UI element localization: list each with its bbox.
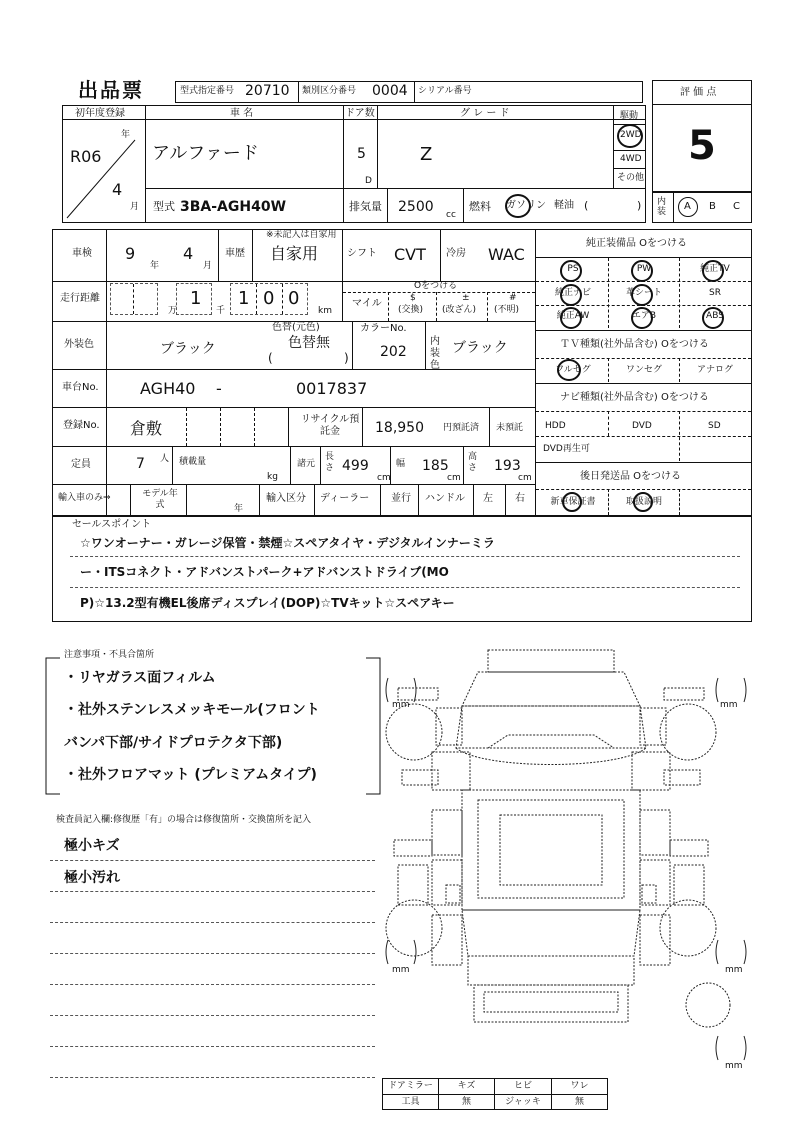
height-unit: cm	[518, 473, 532, 483]
repaint-paren-open: (	[268, 351, 273, 365]
legend-header-mirror: ドアミラー	[388, 1081, 433, 1091]
mileage-digit-6: 0	[288, 288, 300, 309]
circle-ps	[560, 260, 582, 282]
model-label: 型式	[153, 200, 175, 213]
interior-grade-circle	[678, 197, 698, 217]
recycle-status: 円預託済	[443, 423, 480, 433]
handle-left: 左	[483, 493, 493, 504]
first-reg-era: R06	[70, 147, 102, 166]
equip-tv: 純正TV	[700, 264, 730, 274]
model-value: 3BA-AGH40W	[180, 199, 287, 215]
grade-label: グ レ ー ド	[460, 108, 510, 119]
fuel-paren-open: (	[584, 199, 589, 212]
interior-grade-label: 内装	[657, 197, 667, 217]
ac-value: WAC	[488, 245, 525, 264]
drive-4wd: 4WD	[620, 154, 642, 164]
legend-jack: ジャッキ	[505, 1097, 541, 1107]
navi-hdd: HDD	[545, 421, 566, 431]
mm-label-rr: mm	[725, 965, 743, 975]
color-no-value: 202	[380, 344, 407, 360]
notes-label: 注意事項・不具合箇所	[64, 650, 155, 660]
doors-label: ドア数	[345, 108, 375, 119]
equip-aw: 純正AW	[556, 311, 590, 321]
tv-fullseg: フルセグ	[555, 365, 591, 375]
meter-mile: マイル	[352, 298, 382, 309]
navi-dvd: DVD	[632, 421, 652, 431]
handle-right: 右	[515, 493, 525, 504]
navi-sd: SD	[708, 421, 721, 431]
evaluation-score: 5	[688, 123, 716, 169]
recycle-value: 18,950	[375, 420, 424, 436]
circle-tv	[702, 260, 724, 282]
plate-value: 倉敷	[130, 419, 163, 438]
navi-dvd-playback: DVD再生可	[543, 444, 590, 454]
shift-value: CVT	[394, 245, 426, 264]
shaken-month: 4	[183, 244, 194, 263]
interior-color: ブラック	[452, 340, 508, 356]
circle-leather	[631, 284, 653, 306]
fuel-gasoline: ガソリン	[506, 200, 546, 211]
mm-label-rl: mm	[392, 965, 410, 975]
circle-airbag	[631, 307, 653, 329]
category-label: 類別区分番号	[302, 86, 357, 96]
height-label: 高さ	[468, 452, 478, 473]
inspector-line-2: 極小汚れ	[64, 870, 120, 886]
selling-points-label: セールスポイント	[72, 519, 152, 530]
capacity-value: 7	[136, 456, 145, 472]
car-name: アルファード	[152, 143, 259, 164]
meter-note: Oをつける	[414, 281, 458, 291]
note-line-3: バンパ下部/サイドプロテクタ下部)	[64, 735, 283, 751]
mileage-sen-unit: 千	[216, 306, 226, 316]
shaken-month-unit: 月	[203, 261, 213, 271]
inspector-line-1: 極小キズ	[64, 838, 120, 854]
color-no-label: カラーNo.	[360, 323, 407, 334]
first-reg-month-unit: 月	[130, 202, 140, 212]
tv-oneseg: ワンセグ	[625, 365, 662, 375]
history-note: ※未記入は自家用	[266, 230, 337, 240]
shaken-label: 車検	[72, 248, 92, 259]
history-value: 自家用	[270, 244, 319, 263]
import-parallel: 並行	[391, 493, 411, 504]
equip-leather: 革シート	[625, 288, 662, 298]
model-year-label: モデル年式	[142, 489, 178, 510]
circle-navi	[560, 284, 582, 306]
interior-grade-c: C	[733, 201, 740, 212]
circle-pw	[631, 260, 653, 282]
displacement-unit: cc	[446, 210, 456, 220]
meter-exchange-symbol: $	[410, 293, 416, 303]
fuel-diesel: 軽油	[554, 200, 574, 211]
selling-point-line-2: ー・ITSコネクト・アドバンストパーク+アドバンストドライブ(MO	[80, 565, 449, 579]
capacity-label: 定員	[71, 459, 91, 470]
import-dealer: ディーラー	[320, 493, 370, 504]
mileage-km-unit: km	[318, 306, 332, 316]
displacement-value: 2500	[398, 199, 434, 215]
inspector-label: 検査員記入欄:修復歴「有」の場合は修復箇所・交換箇所を記入	[56, 815, 312, 825]
circle-manual	[633, 492, 653, 512]
car-body-diagram	[378, 640, 758, 1075]
drive-2wd: 2WD	[620, 130, 642, 140]
legend-header-break: ワレ	[570, 1081, 589, 1091]
mileage-label: 走行距離	[60, 293, 100, 304]
meter-tamper-symbol: ±	[462, 293, 470, 303]
repaint-paren-close: )	[344, 351, 349, 365]
length-label: 長さ	[325, 452, 335, 473]
first-reg-label: 初年度登録	[75, 108, 125, 119]
mileage-digit-5: 0	[263, 288, 275, 309]
recycle-label: リサイクル預託金	[300, 414, 360, 437]
legend-tools-value: 無	[461, 1097, 471, 1107]
mileage-man-unit: 万	[168, 306, 178, 316]
circle-tv-fullseg	[557, 359, 581, 381]
drive-other: その他	[617, 173, 645, 183]
tv-title: ＴＶ種類(社外品含む) Oをつける	[560, 339, 709, 350]
note-line-1: ・リヤガラス面フィルム	[64, 670, 216, 686]
ac-label: 冷房	[446, 248, 466, 259]
height-value: 193	[494, 458, 521, 474]
import-label: 輸入車のみ⇒	[58, 493, 111, 503]
evaluation-label: 評 価 点	[680, 87, 717, 98]
mm-label-fr: mm	[720, 700, 738, 710]
equipment-title: 純正装備品 Oをつける	[586, 238, 688, 249]
category-value: 0004	[372, 83, 408, 99]
page-title: 出品票	[78, 78, 144, 102]
plate-label: 登録No.	[63, 420, 100, 431]
selling-point-line-3: P)☆13.2型有機EL後席ディスプレイ(DOP)☆TVキット☆スペアキー	[80, 596, 455, 610]
car-name-label: 車 名	[230, 108, 254, 119]
note-line-2: ・社外ステンレスメッキモール(フロント	[64, 702, 320, 718]
fuel-paren-close: )	[637, 199, 642, 212]
import-cat-label: 輸入区分	[266, 493, 306, 504]
equip-pw: PW	[636, 264, 652, 274]
legend-header-crack: ヒビ	[513, 1081, 532, 1091]
legend-tools: 工具	[401, 1097, 420, 1107]
interior-grade-a: A	[684, 201, 691, 212]
width-value: 185	[422, 458, 449, 474]
meter-unknown: (不明)	[494, 305, 520, 315]
model-year-unit: 年	[234, 504, 244, 514]
mileage-box-1	[110, 283, 158, 315]
mm-label-fl: mm	[392, 700, 410, 710]
selling-point-line-1: ☆ワンオーナー・ガレージ保管・禁煙☆スペアタイヤ・デジタルインナーミラ	[80, 536, 495, 550]
navi-title: ナビ種類(社外品含む) Oをつける	[560, 392, 709, 403]
shift-label: シフト	[347, 248, 377, 259]
width-unit: cm	[447, 473, 461, 483]
width-label: 幅	[396, 459, 406, 469]
doors-suffix: D	[365, 176, 372, 186]
grade-value: Z	[420, 144, 433, 165]
circle-warranty	[562, 492, 582, 512]
displacement-label: 排気量	[349, 200, 382, 213]
later-title: 後日発送品 Oをつける	[580, 471, 682, 482]
tv-analog: アナログ	[696, 365, 733, 375]
length-value: 499	[342, 458, 369, 474]
later-manual: 取扱説明	[625, 497, 662, 507]
serial-label: シリアル番号	[418, 86, 472, 96]
equip-ps: PS	[567, 264, 579, 274]
load-label: 積載量	[179, 457, 207, 467]
later-warranty: 新車保証書	[550, 497, 596, 507]
chassis-prefix: AGH40	[140, 379, 196, 398]
meter-tamper: (改ざん)	[442, 305, 477, 315]
drive-label: 駆動	[620, 111, 639, 121]
shaken-year: 9	[125, 244, 136, 263]
load-unit: kg	[267, 472, 278, 482]
circle-aw	[560, 307, 582, 329]
legend-jack-value: 無	[574, 1097, 584, 1107]
exterior-label: 外装色	[64, 339, 94, 350]
repaint-label: 色替(元色)	[272, 322, 320, 333]
repaint-value: 色替無	[288, 335, 330, 351]
length-unit: cm	[377, 473, 391, 483]
handle-label: ハンドル	[425, 493, 465, 504]
circle-abs	[702, 307, 724, 329]
legend-header-scratch: キズ	[457, 1081, 476, 1091]
chassis-dash: -	[216, 379, 222, 398]
history-label: 車歴	[225, 248, 245, 259]
drive-selected-circle	[617, 124, 643, 148]
meter-unknown-symbol: #	[509, 293, 517, 303]
model-designation-value: 20710	[245, 83, 290, 99]
shaken-year-unit: 年	[150, 261, 160, 271]
mileage-digit-3: 1	[190, 288, 202, 309]
interior-color-label: 内装色	[430, 336, 440, 371]
equip-navi: 純正ナビ	[554, 288, 591, 298]
note-line-4: ・社外フロアマット (プレミアムタイプ)	[64, 767, 317, 783]
first-reg-month: 4	[112, 180, 123, 199]
exterior-color: ブラック	[160, 341, 216, 357]
doors-value: 5	[357, 146, 366, 162]
mileage-digit-4: 1	[238, 288, 250, 309]
interior-grade-b: B	[709, 201, 716, 212]
mm-label-spare: mm	[725, 1061, 743, 1071]
capacity-unit: 人	[160, 454, 170, 464]
recycle-pending: 未預託	[496, 423, 524, 433]
chassis-number: 0017837	[296, 379, 368, 398]
equip-sr: SR	[709, 288, 721, 298]
chassis-label: 車台No.	[62, 382, 99, 393]
fuel-selected-circle	[505, 194, 531, 218]
dims-label: 諸元	[297, 459, 316, 469]
fuel-label: 燃料	[469, 200, 491, 213]
first-reg-year-unit: 年	[121, 130, 131, 140]
meter-exchange: (交換)	[398, 305, 424, 315]
equip-airbag: エアB	[631, 311, 657, 321]
model-designation-label: 型式指定番号	[180, 86, 235, 96]
equip-abs: ABS	[706, 311, 724, 321]
